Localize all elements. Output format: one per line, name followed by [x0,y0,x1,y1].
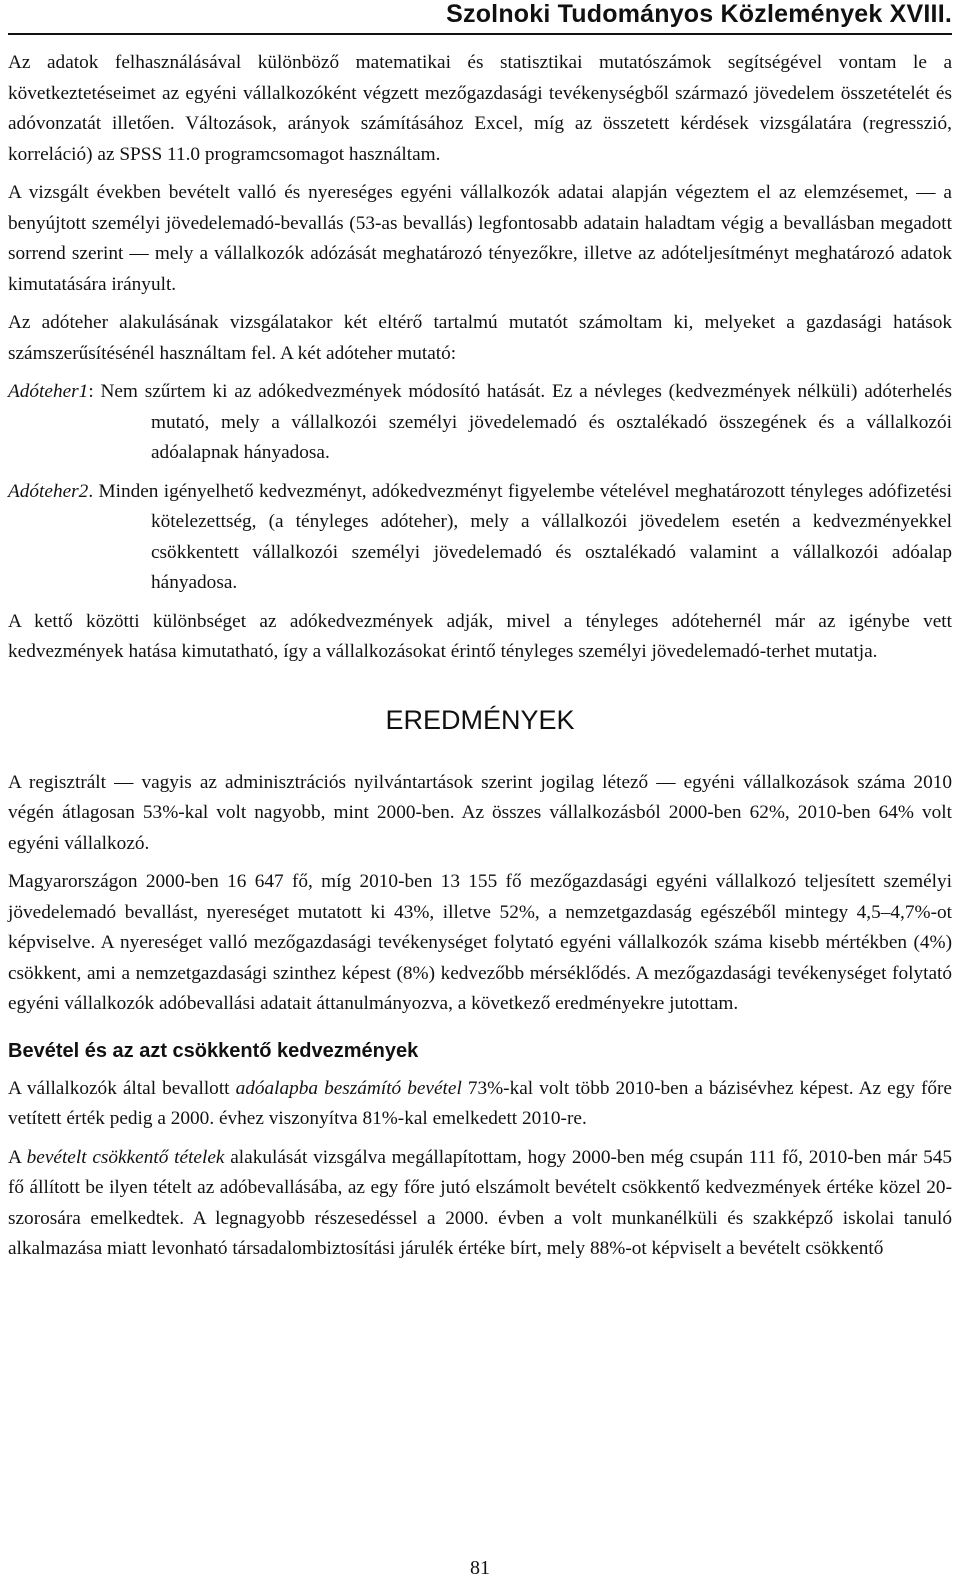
journal-title: Szolnoki Tudományos Közlemények XVIII. [446,0,952,28]
running-header [8,0,952,35]
definition-term: Adóteher2 [8,480,89,502]
intro-paragraph-indicators: Az adóteher alakulásának vizsgálatakor két eltérő tartalmú mutatót számoltam ki, melyeket a gazdasági hatások számszerűsítésénél használtam fel. A két adóteher mutató: [8,312,952,364]
intro-paragraph-methods: Az adatok felhasználásával különböző matematikai és statisztikai mutatószámok segítségével vontam le a következtetéseimet az egyéni vállalkozóként végzett mezőgazdasági tevékenységből származó jövedelem összetételét és adóvonzatát illetően. Változások, arányok számításához Excel, míg az összetett kérdések vizsgálatára (regresszió, korreláció) az SPSS 11.0 programcsomagot használtam. [8,52,952,165]
section-heading: Bevétel és az azt csökkentő kedvezmények [8,1039,419,1062]
definition-text: : Nem szűrtem ki az adókedvezmények módosító hatását. Ez a névleges (kedvezmények nélküli) adóterhelés mutató, mely a vállalkozói személyi jövedelemadó és osztalékadó összegének és a vállalkozói adóalapnak hányadosa. [88,381,952,463]
results-heading: EREDMÉNYEK [385,704,575,735]
results-paragraph-hungary: Magyarországon 2000-ben 16 647 fő, míg 2010-ben 13 155 fő mezőgazdasági egyéni vállalkozó teljesített személyi jövedelemadó bevallást, nyereséget mutatott ki 43%, illetve 52%, a nemzetgazdaság egészéből mintegy 4,5–4,7%-ot képviselve. A nyereséget valló mezőgazdasági tevékenységet folytató egyéni vállalkozók száma kisebb mértékben (4%) csökkent, ami a nemzetgazdasági szinthez képest (8%) kedvezőbb mérséklődés. A mezőgazdasági tevékenységet folytató egyéni vállalkozók adóbevallási adatait áttanulmányozva, a következő eredményekre jutottam. [8,871,952,1014]
emphasis-term: adóalapba beszámító bevétel [235,1077,462,1099]
section-paragraph-deductions: A bevételt csökkentő tételek alakulását vizsgálva megállapítottam, hogy 2000-ben még csupán 111 fő, 2010-ben már 545 fő állított be ilyen tételt az adóbevallásába, az egy főre jutó elszámolt bevételt csökkentő kedvezmények értéke közel 20-szorosára emelkedtek. A legnagyobb részesedéssel a 2000. évben a volt munkanélküli és szakképző iskolai tanuló alkalmazása miatt levonható társadalombiztosítási járulék értéke bírt, mely 88%-ot képviselt a bevételt csökkentő [8,1146,952,1259]
definition-term: Adóteher1 [8,381,89,402]
results-paragraph-registered: A regisztrált — vagyis az adminisztrációs nyilvántartások szerint jogilag létező — egyéni vállalkozások száma 2010 végén átlagosan 53%-kal volt nagyobb, mint 2000-ben. Az összes vállalkozásból 2000-ben 62%, 2010-ben 64% volt egyéni vállalkozó. [8,771,952,854]
definition-adoteher1 [8,377,952,469]
emphasis-term: bevételt csökkentő tételek [26,1146,225,1168]
intro-paragraph-difference: A kettő közötti különbséget az adókedvezmények adják, mivel a tényleges adótehernél már az igénybe vett kedvezmények hatása kimutatható, így a vállalkozásokat érintő tényleges személyi jövedelemadó-terhet mutatja. [8,610,952,662]
page-number: 81 [470,1557,490,1579]
definition-adoteher2 [8,477,952,599]
page-body [8,48,952,1273]
definition-text: . Minden igényelhető kedvezményt, adókedvezményt figyelembe vételével meghatározott tényleges adófizetési kötelezettség, (a tényleges adóteher), mely a vállalkozói jövedelem esetén a kedvezményekkel csökkentett vállalkozói személyi jövedelemadó és osztalékadó valamint a vállalkozói adóalap hányadosa. [88,480,952,593]
intro-paragraph-analysis: A vizsgált években bevételt valló és nyereséges egyéni vállalkozók adatai alapján végeztem el az elemzésemet, — a benyújtott személyi jövedelemadó-bevallás (53-as bevallás) legfontosabb adatain haladtam végig a bevallásban megadott sorrend szerint — mely a vállalkozók adózását meghatározó tényezőkre, illetve az adóteljesítményt meghatározó adatok kimutatására irányult. [8,182,952,295]
section-paragraph-revenue: A vállalkozók által bevallott adóalapba beszámító bevétel 73%-kal volt több 2010-ben a bázisévhez képest. Az egy főre vetített érték pedig a 2000. évhez viszonyítva 81%-kal emelkedett 2010-re. [8,1077,952,1129]
